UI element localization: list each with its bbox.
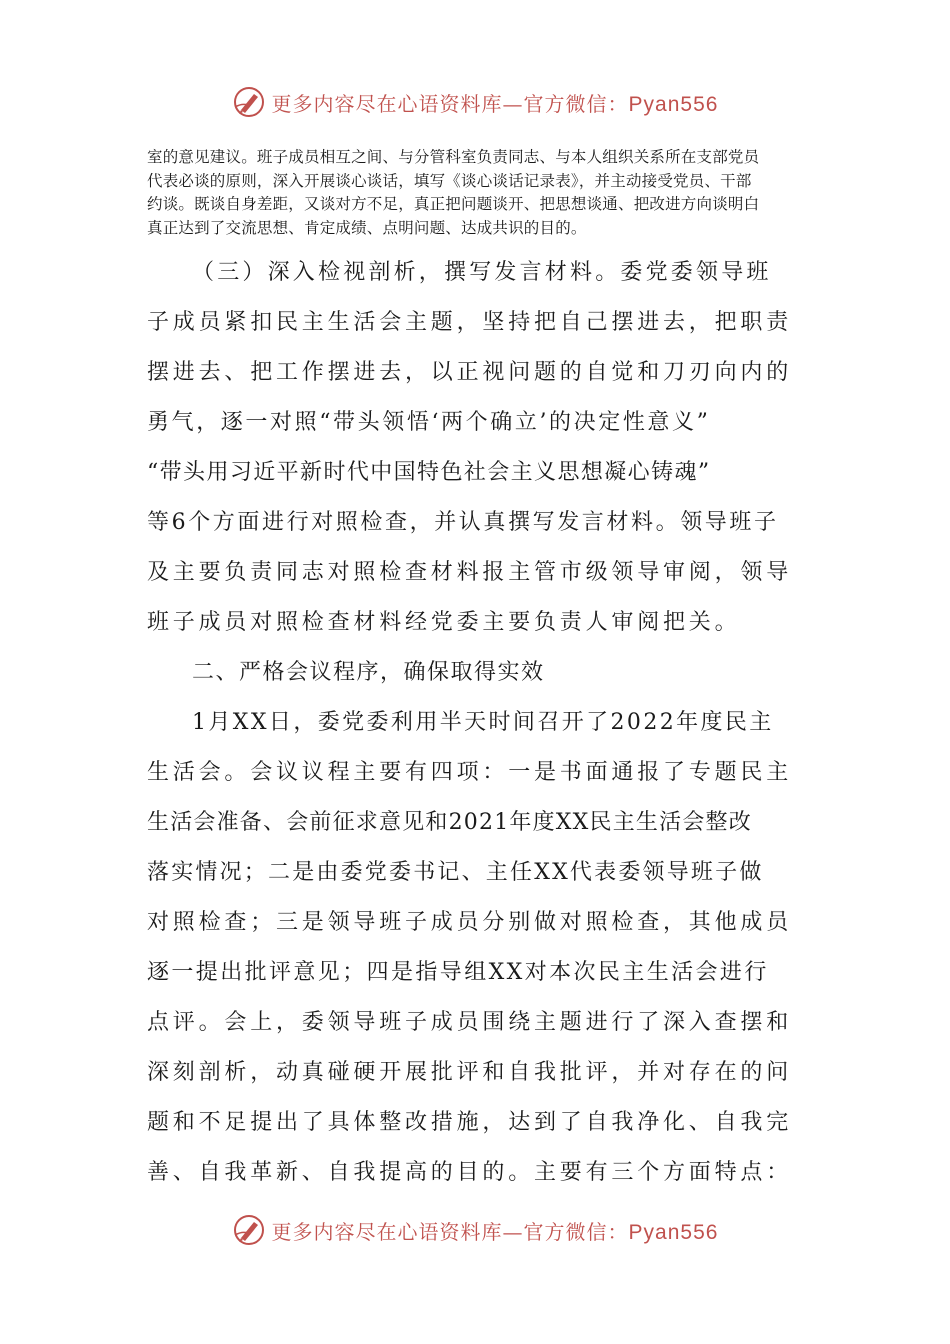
text-line: 深刻剖析，动真碰硬开展批评和自我批评，并对存在的问 <box>147 1060 793 1085</box>
text-line: 点评。会上，委领导班子成员围绕主题进行了深入查摆和 <box>147 1010 793 1035</box>
text-line: 善、自我革新、自我提高的目的。主要有三个方面特点： <box>147 1160 793 1185</box>
text-line: 班子成员对照检查材料经党委主要负责人审阅把关。 <box>147 610 741 635</box>
text-line: 生活会准备、会前征求意见和2021年度XX民主生活会整改 <box>147 810 752 835</box>
text-line: 摆进去、把工作摆进去，以正视问题的自觉和刀刃向内的 <box>147 360 793 385</box>
watermark-label: 更多内容尽在心语资料库—官方微信： <box>271 91 629 116</box>
text-line: 生活会。会议议程主要有四项：一是书面通报了专题民主 <box>147 760 793 785</box>
pen-logo-icon <box>232 85 266 119</box>
text-line: “带头用习近平新时代中国特色社会主义思想凝心铸魂” <box>147 460 711 485</box>
text-line: 真正达到了交流思想、肯定成绩、点明问题、达成共识的目的。 <box>147 218 587 237</box>
text-line: 题和不足提出了具体整改措施，达到了自我净化、自我完 <box>147 1110 793 1135</box>
text-line: （三）深入检视剖析，撰写发言材料。委党委领导班 <box>192 260 772 285</box>
watermark-brand: Pyan556 <box>628 1220 719 1244</box>
watermark-banner-bottom <box>0 1210 950 1250</box>
text-line: 逐一提出批评意见；四是指导组XX对本次民主生活会进行 <box>147 960 769 985</box>
watermark-brand: Pyan556 <box>628 92 719 116</box>
text-line: 代表必谈的原则，深入开展谈心谈话，填写《谈心谈话记录表》，并主动接受党员、干部 <box>147 171 752 190</box>
continued-paragraph <box>147 146 807 240</box>
watermark-banner-top <box>0 82 950 122</box>
pen-logo-icon <box>232 1213 266 1247</box>
meeting-paragraph <box>147 698 807 1198</box>
watermark-label: 更多内容尽在心语资料库—官方微信： <box>271 1219 629 1244</box>
watermark-text <box>272 88 719 117</box>
text-line: 等6个方面进行对照检查，并认真撰写发言材料。领导班子 <box>147 510 779 535</box>
section-three-paragraph <box>147 248 807 648</box>
document-body <box>147 248 807 1198</box>
text-line: 子成员紧扣民主生活会主题，坚持把自己摆进去，把职责 <box>147 310 793 335</box>
text-line: 1月XX日，委党委利用半天时间召开了2022年度民主 <box>192 710 774 735</box>
text-line: 及主要负责同志对照检查材料报主管市级领导审阅，领导 <box>147 560 793 585</box>
text-line: 落实情况；二是由委党委书记、主任XX代表委领导班子做 <box>147 860 764 885</box>
text-line: 约谈。既谈自身差距，又谈对方不足，真正把问题谈开、把思想谈通、把改进方向谈明白 <box>147 195 760 213</box>
text-line: 勇气，逐一对照“带头领悟‘两个确立’的决定性意义” <box>147 410 711 435</box>
text-line: 对照检查；三是领导班子成员分别做对照检查，其他成员 <box>147 910 793 935</box>
watermark-text <box>272 1216 719 1245</box>
section-heading: 二、严格会议程序，确保取得实效 <box>192 660 545 685</box>
text-line: 室的意见建议。班子成员相互之间、与分管科室负责同志、与本人组织关系所在支部党员 <box>147 148 760 166</box>
